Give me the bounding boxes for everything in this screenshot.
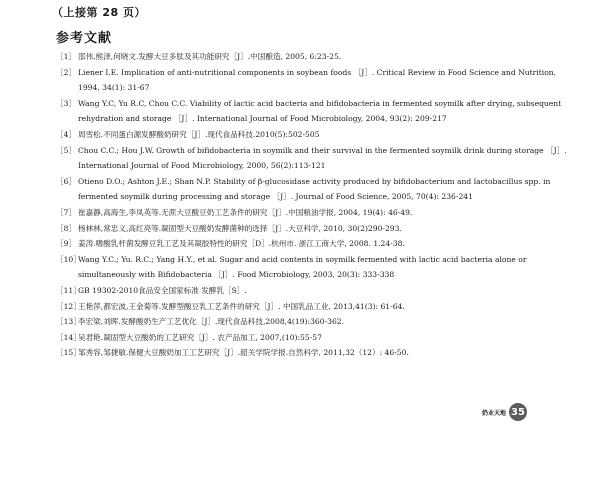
reference-text: 周雪松.不同蛋白源发酵酸奶研究［J］.现代食品科技.2010(5):502-505 <box>78 129 320 139</box>
reference-item <box>56 65 576 96</box>
reference-text: Wang Y.C, Yu R.C, Chou C.C. Viability of lactic acid bacteria and bifidobacteria in fermented soymilk after drying, subsequent rehydration and storage ［J］. International Journal of Food Microbiology, 2004, 93(2): 209-217 <box>78 98 562 124</box>
reference-number: ［2］ <box>56 67 77 77</box>
reference-item <box>56 252 576 283</box>
page-footer <box>482 403 527 421</box>
reference-text: Wang Y.C.; Yu. R.C.; Yang H.Y., et al. Sugar and acid contents in soymilk fermented with lactic acid bacteria alone or simultaneously with Bifidobacteria ［J］. Food Microbiology, 2003, 20(3): 333-338 <box>78 254 527 280</box>
reference-item <box>56 127 576 143</box>
reference-number: ［6］ <box>56 176 77 186</box>
reference-item <box>56 174 576 205</box>
reference-text: Liener I.E. Implication of anti-nutritional components in soybean foods ［J］. Critical Review in Food Science and Nutrition, 1994, 34(1): 31-67 <box>78 67 557 93</box>
reference-item <box>56 49 576 65</box>
reference-list <box>56 49 576 361</box>
reference-number: ［8］ <box>56 223 77 233</box>
reference-text: 姜涛.嗜酸乳杆菌发酵豆乳工艺及其凝胶特性的研究［D］.杭州市. 浙江工商大学, 2008. 1.24-38. <box>78 239 405 249</box>
journal-section-label: 奶业天地 <box>482 409 507 417</box>
reference-number: ［1］ <box>56 52 77 61</box>
reference-text: 邹秀容,邹捷敏.保健大豆酸奶加工工艺研究［J］.韶关学院学报.自然科学, 2011,32（12）: 46-50. <box>78 348 409 358</box>
reference-text: 王艳萍,都宏波,王金菊等.发酵型酸豆乳工艺条件的研究［J］. 中国乳品工业, 2013,41(3): 61-64. <box>78 301 405 311</box>
reference-text: 吴君艳.凝固型大豆酸奶的工艺研究［J］. 农产品加工, 2007,(10):55-57 <box>78 332 322 342</box>
reference-number: ［10］ <box>56 254 81 264</box>
reference-item <box>56 143 576 174</box>
reference-text: 杨林林,常忠义,高红亮等.凝固型大豆酸奶发酵菌种的选择［J］.大豆科学, 2010, 30(2)290-293. <box>78 223 402 233</box>
page-number-badge: 35 <box>509 403 527 421</box>
reference-number: ［13］ <box>56 317 81 327</box>
section-title: 参考文献 <box>56 31 113 46</box>
reference-item <box>56 283 576 299</box>
reference-number: ［5］ <box>56 145 77 155</box>
reference-item <box>56 205 576 221</box>
reference-number: ［3］ <box>56 98 77 108</box>
reference-number: ［15］ <box>56 348 81 358</box>
reference-number: ［12］ <box>56 301 81 311</box>
reference-item <box>56 345 576 361</box>
reference-item <box>56 330 576 346</box>
reference-item <box>56 96 576 127</box>
reference-item <box>56 299 576 315</box>
reference-text: 李宏梁,刘晖.发酵酸奶生产工艺优化［J］.现代食品科技,2008,4(19):360-362. <box>78 317 345 327</box>
reference-number: ［9］ <box>56 239 77 249</box>
reference-item <box>56 314 576 330</box>
reference-number: ［14］ <box>56 332 81 342</box>
reference-text: 邵伟,熊泽,何晓文.发酵大豆多肽及其功能研究［J］.中国酿造, 2005, 6:23-25. <box>78 52 342 61</box>
reference-text: 崔嘉静,高海生,李凤英等.无蔗大豆酸豆奶工艺条件的研究［J］.中国粮油学报, 2004, 19(4): 46-49. <box>78 207 413 217</box>
reference-text: Otieno D.O.; Ashton J.E.; Shan N.P. Stability of β-glucosidase activity produced by bifidobacterium and lactobacillus spp. in fermented soymilk during processing and storage ［J］. Journal of Food Science, 2005, 70(4): 236-241 <box>78 176 551 202</box>
continued-note: （上接第 28 页） <box>52 6 146 19</box>
reference-number: ［7］ <box>56 207 77 217</box>
reference-item <box>56 236 576 252</box>
reference-text: GB 19302-2010食品安全国家标准 发酵乳［S］. <box>78 285 247 295</box>
reference-number: ［11］ <box>56 285 81 295</box>
reference-text: Chou C.C.; Hou J.W. Growth of bifidobacteria in soymilk and their survival in the fermented soymilk drink during storage ［J］. International Journal of Food Microbiology, 2000, 56(2):113-121 <box>78 145 567 171</box>
reference-number: ［4］ <box>56 129 77 139</box>
reference-item <box>56 221 576 237</box>
